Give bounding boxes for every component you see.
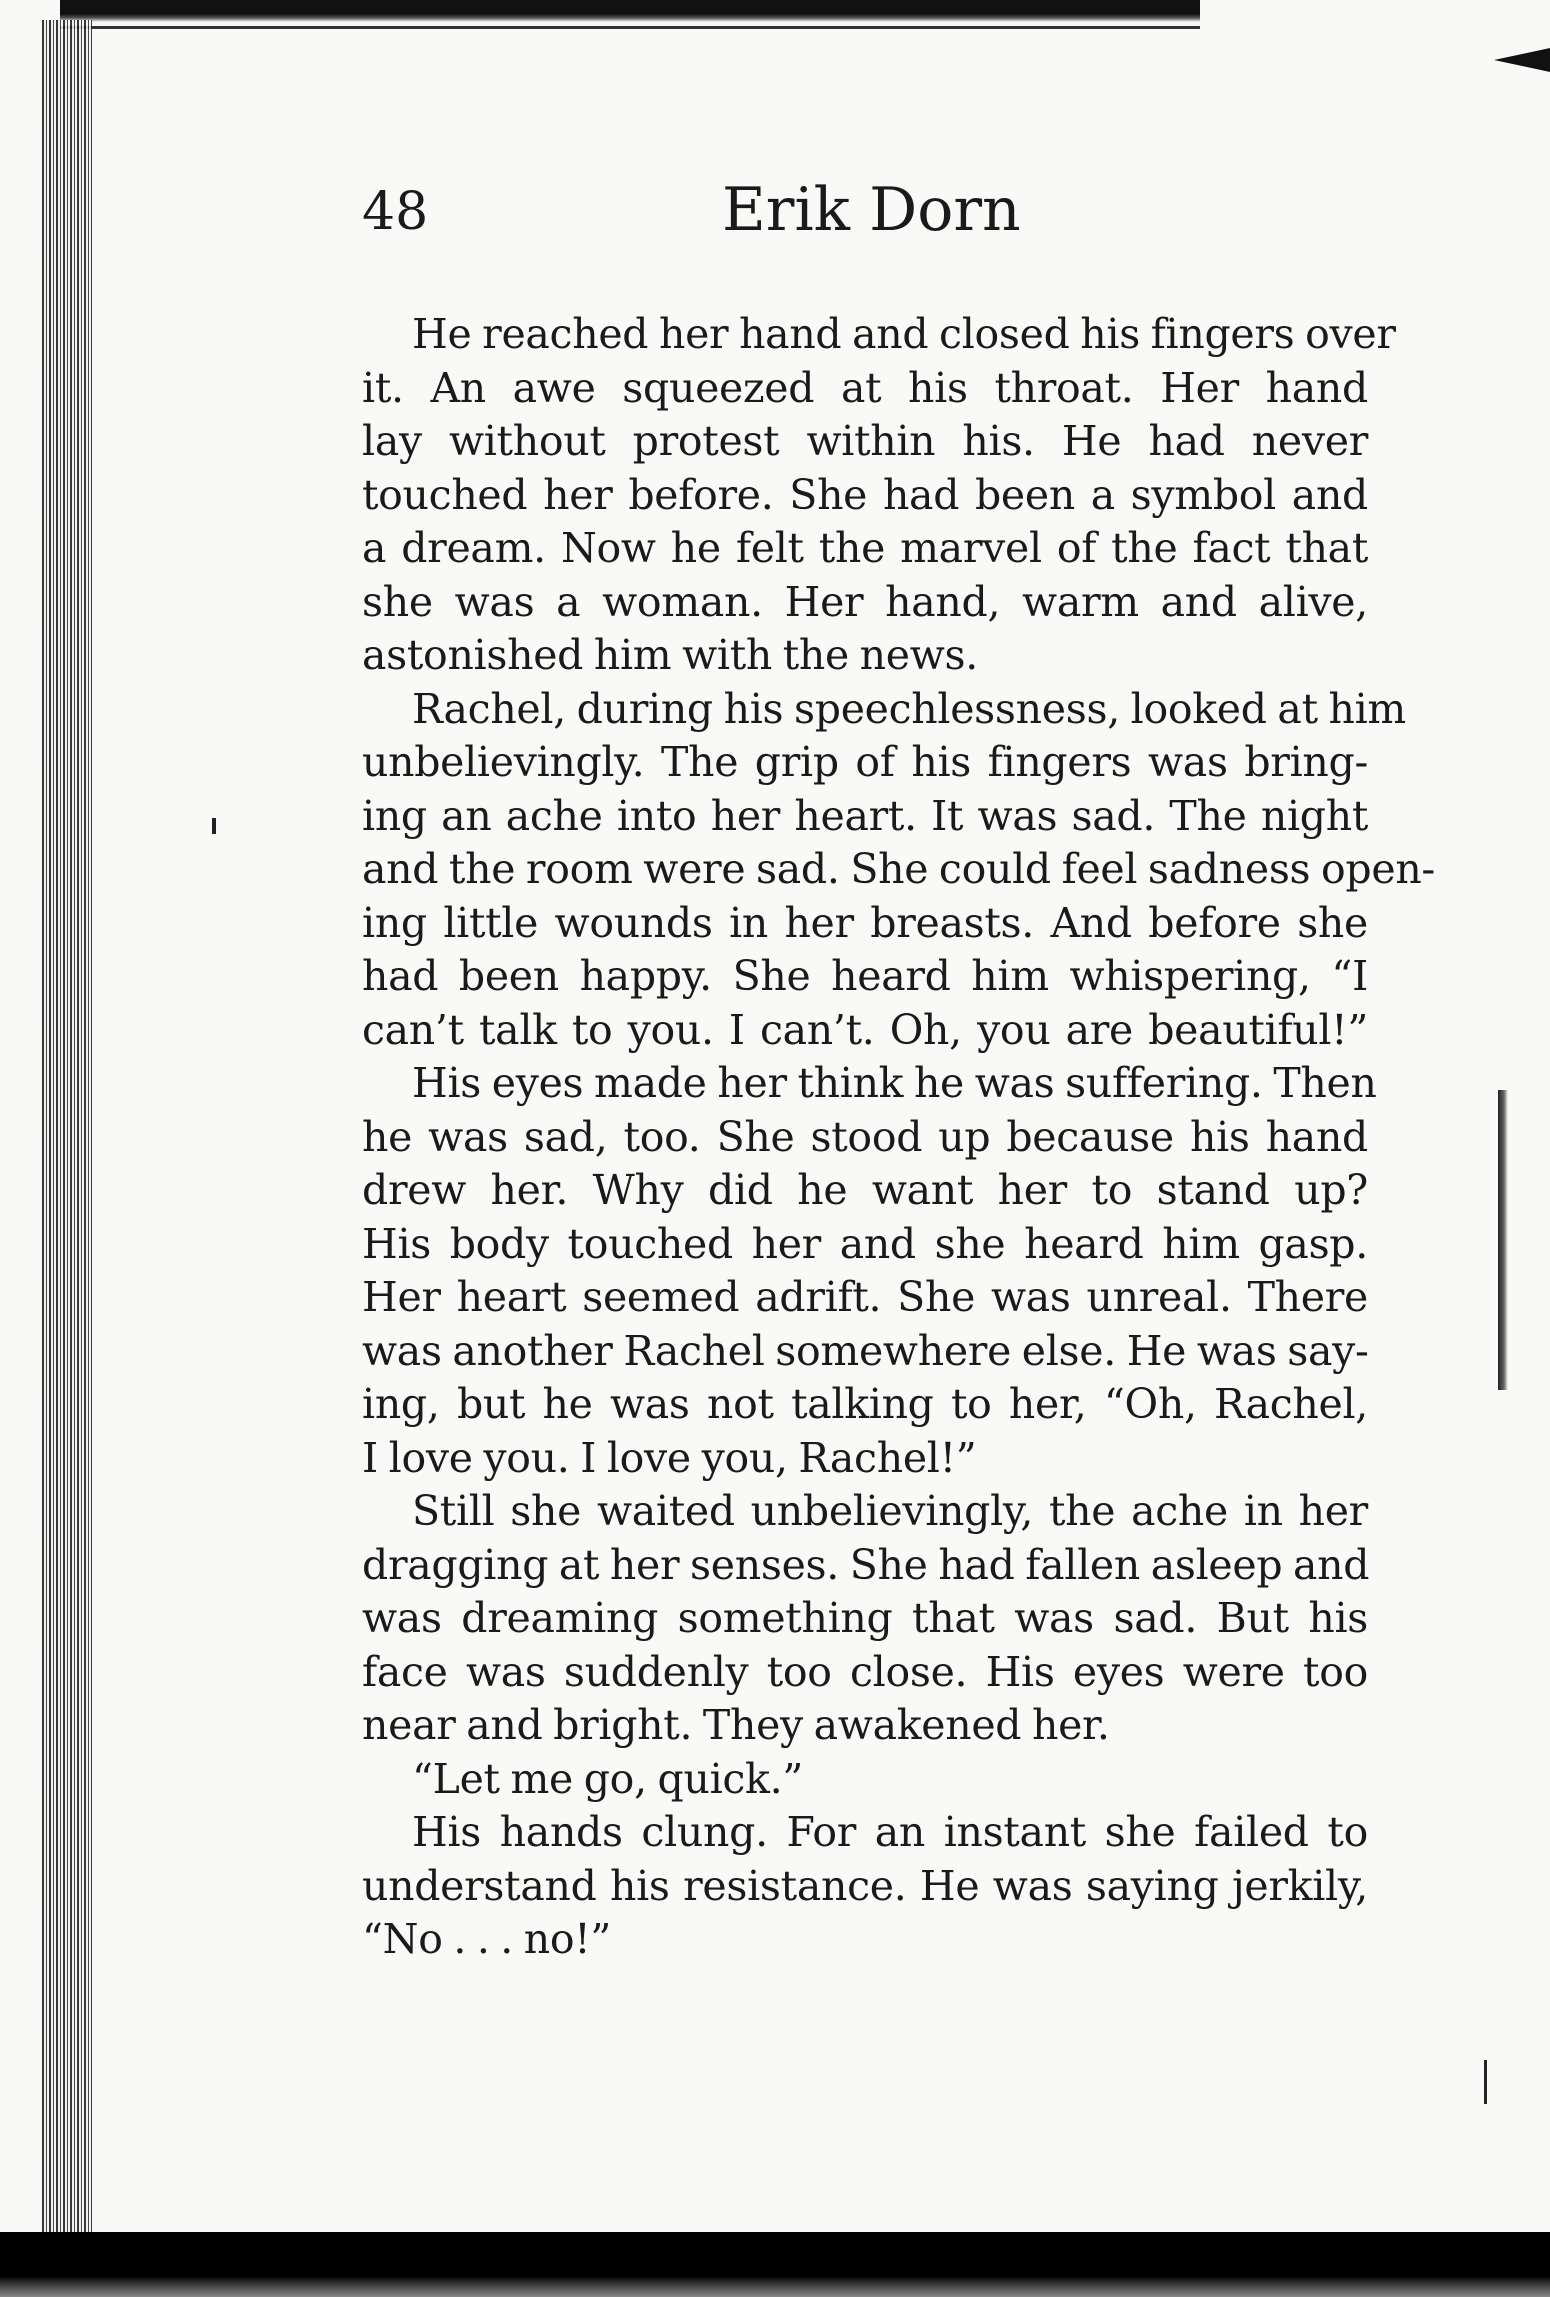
text-line: His body touched her and she heard him gasp.	[362, 1219, 1368, 1268]
text-line: Still she waited unbelievingly, the ache in her	[412, 1487, 1368, 1535]
paragraph	[362, 308, 1396, 683]
text-line: it. An awe squeezed at his throat. Her hand	[362, 363, 1368, 412]
text-line: face was suddenly too close. His eyes were too	[362, 1647, 1368, 1696]
page-header	[362, 175, 1372, 260]
text-line: ing an ache into her heart. It was sad. The night	[362, 791, 1368, 840]
paragraph	[362, 683, 1435, 1058]
text-line: was dreaming something that was sad. But his	[362, 1594, 1368, 1642]
scan-binding-edge	[42, 20, 92, 2260]
scan-top-edge	[60, 0, 1200, 22]
text-line: had been happy. She heard him whispering, “I	[362, 952, 1368, 1000]
scan-corner-mark	[1494, 48, 1550, 72]
text-line: she was a woman. Her hand, warm and alive,	[362, 577, 1368, 626]
scan-bottom-edge	[0, 2232, 1550, 2297]
text-line: was another Rachel somewhere else. He was say-	[362, 1326, 1369, 1375]
scan-top-rule	[60, 26, 1200, 29]
paragraph	[362, 1753, 1368, 1807]
text-line: can’t talk to you. I can’t. Oh, you are beautiful!”	[362, 1005, 1368, 1054]
paragraph	[362, 1806, 1368, 1967]
text-line: I love you. I love you, Rachel!”	[362, 1433, 977, 1482]
text-line: Rachel, during his speechlessness, looked at him	[412, 684, 1406, 733]
body-text	[362, 308, 1435, 1967]
text-line: His eyes made her think he was suffering. Then	[412, 1059, 1377, 1107]
text-line: ing little wounds in her breasts. And before she	[362, 898, 1368, 947]
paragraph	[362, 1057, 1377, 1485]
text-line: His hands clung. For an instant she failed to	[412, 1808, 1368, 1856]
text-line: unbelievingly. The grip of his fingers was bring-	[362, 738, 1368, 786]
text-line: understand his resistance. He was saying jerkily,	[362, 1861, 1368, 1910]
scan-margin-mark	[1498, 1090, 1508, 1390]
text-line: “No . . . no!”	[362, 1915, 612, 1963]
text-line: He reached her hand and closed his fingers over	[412, 310, 1396, 358]
text-line: and the room were sad. She could feel sadness open-	[362, 845, 1435, 893]
text-line: lay without protest within his. He had never	[362, 417, 1368, 465]
text-line: drew her. Why did he want her to stand up?	[362, 1166, 1368, 1214]
text-line: dragging at her senses. She had fallen asleep and	[362, 1540, 1370, 1589]
text-line: “Let me go, quick.”	[412, 1754, 803, 1803]
paragraph	[362, 1485, 1368, 1753]
text-line: Her heart seemed adrift. She was unreal. There	[362, 1273, 1368, 1321]
text-line: he was sad, too. She stood up because his hand	[362, 1112, 1368, 1161]
text-line: touched her before. She had been a symbol and	[362, 470, 1368, 519]
scan-speck	[212, 818, 216, 834]
text-line: a dream. Now he felt the marvel of the fact that	[362, 524, 1368, 572]
text-line: near and bright. They awakened her.	[362, 1701, 1110, 1749]
scan-margin-mark-small	[1484, 2060, 1487, 2104]
text-line: ing, but he was not talking to her, “Oh, Rachel,	[362, 1380, 1368, 1428]
running-title: Erik Dorn	[722, 175, 1021, 245]
text-line: astonished him with the news.	[362, 631, 979, 679]
page-number: 48	[362, 182, 429, 242]
